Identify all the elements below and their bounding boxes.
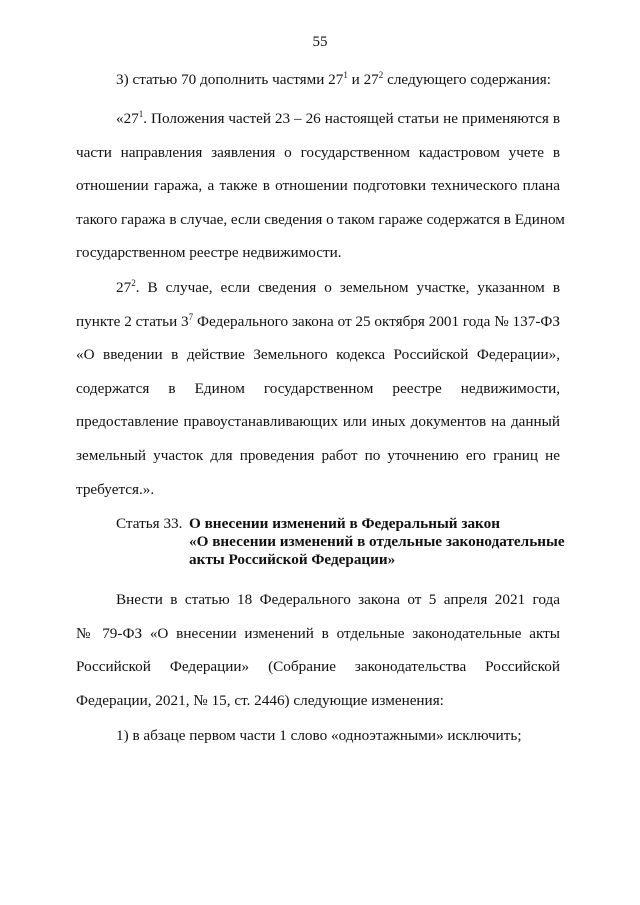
text: 27 [116,279,132,296]
text-line: содержатся в Едином государственном реестре недвижимости, [76,379,560,397]
title-line: О внесении изменений в Федеральный закон [189,515,500,532]
title-line: акты Российской Федерации» [189,551,396,568]
paragraph-part-27-2 [76,271,560,506]
text-line: требуется.». [76,480,155,498]
text-line: Федерации, 2021, № 15, ст. 2446) следующие изменения: [76,691,444,709]
superscript: 2 [131,278,136,288]
text: «27 [116,110,139,127]
text: пункте 2 статьи 3 [76,312,189,330]
text-line: такого гаража в случае, если сведения о таком гараже содержатся в Едином [76,210,565,228]
text-line: отношении гаража, а также в отношении подготовки технического плана [76,177,560,195]
text: Федерального закона от 25 октября 2001 года № 137-ФЗ [193,312,560,330]
text-line: государственном реестре недвижимости. [76,244,342,262]
article-title [189,515,569,569]
superscript: 1 [343,70,348,80]
paragraph-intro [76,63,560,97]
text: 1) в абзаце первом части 1 слово «одноэтажными» исключить; [116,727,522,744]
superscript: 1 [138,109,144,119]
paragraph-item-1 [76,719,560,753]
text-line: предоставление правоустанавливающих или иных документов на данный [76,413,560,431]
page-number: 55 [312,34,328,50]
text: следующего содержания: [383,71,551,88]
text: . Положения частей 23 – 26 настоящей статьи не применяются в [143,110,560,127]
text-line: № 79-ФЗ «О внесении изменений в отдельные законодательные акты [76,624,560,642]
text: и 27 [347,71,379,88]
title-line: «О внесении изменений в отдельные законодательные [189,533,565,550]
superscript: 2 [378,70,384,80]
article-label: Статья 33. [116,515,183,532]
text-line: части направления заявления о государственном кадастровом учете в [76,143,560,161]
text: 3) статью 70 дополнить частями 27 [116,71,344,88]
text-line: земельный участок для проведения работ по уточнению его границ не [76,446,560,464]
paragraph-article-33-intro [76,583,560,717]
superscript: 7 [188,311,194,322]
text-line: «О введении в действие Земельного кодекса Российской Федерации», [76,346,560,364]
text-line: Внести в статью 18 Федерального закона от 5 апреля 2021 года [116,591,560,608]
text-line: Российской Федерации» (Собрание законодательства Российской [76,658,560,676]
paragraph-part-27-1 [76,102,565,270]
text: . В случае, если сведения о земельном участке, указанном в [135,279,560,296]
